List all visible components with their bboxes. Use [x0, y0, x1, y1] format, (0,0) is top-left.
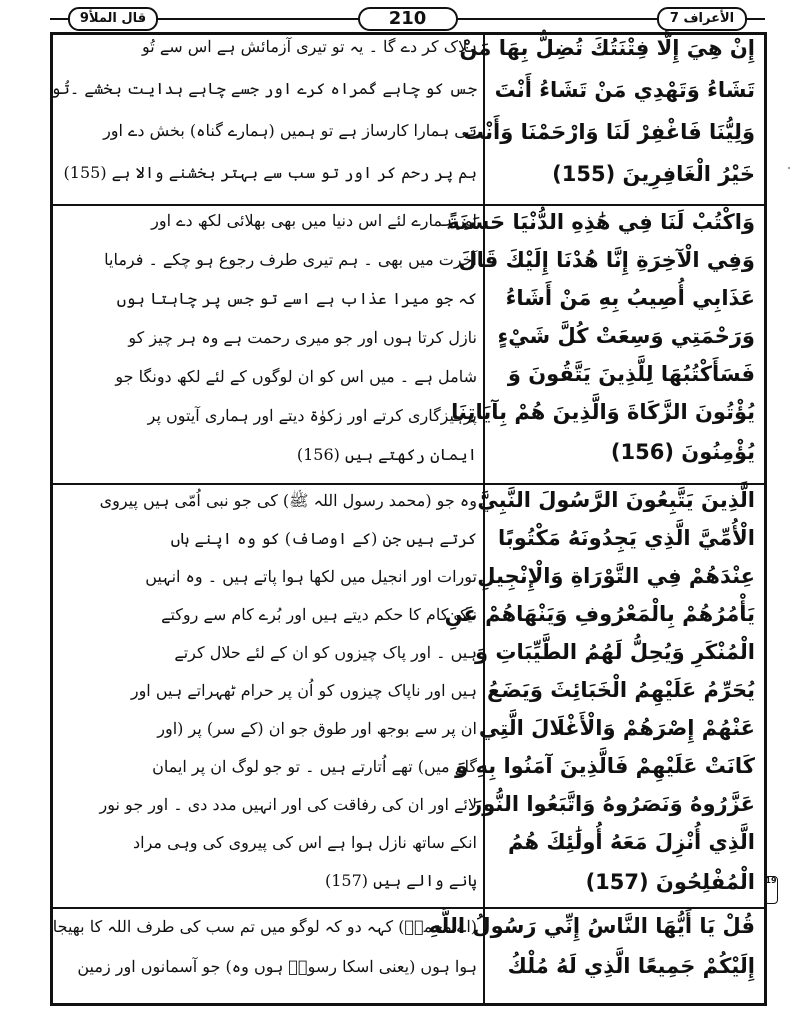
arabic-line: عِنْدَهُمْ فِي التَّوْرَاةِ وَالْإِنْجِيلِ — [477, 564, 755, 588]
translation-line: آخرت میں بھی ۔ ہم تیری طرف رجوع ہو چکے ۔ فرمایا — [104, 250, 477, 269]
translation-line: تورات اور انجیل میں لکھا ہوا پاتے ہیں ۔ وہ انہیں — [145, 567, 477, 586]
arabic-line: إِنْ هِيَ إِلَّا فِتْنَتُكَ تُضِلُّ بِهَا مَنْ — [459, 36, 755, 60]
translation-line: جس کو چاہے گمراہ کرے اور جسے چاہے ہدایت بخشے ۔تُو — [51, 79, 477, 98]
arabic-line: فَسَأَكْتُبُهَا لِلَّذِينَ يَتَّقُونَ وَ — [507, 362, 755, 386]
arabic-line: إِلَيْكُمْ جَمِيعًا الَّذِي لَهُ مُلْكُ — [507, 954, 755, 978]
arabic-line: الَّذِي أُنْزِلَ مَعَهُ أُولَٰئِكَ هُمُ — [508, 830, 755, 854]
ruku-marker: 19 — [764, 876, 778, 904]
translation-line: پرہیزگاری کرتے اور زکوٰۃ دیتے اور ہماری آیتوں پر — [147, 406, 477, 425]
translation-line: اور ہمارے لئے اس دنیا میں بھی بھلائی لکھ دے اور — [151, 211, 477, 230]
arabic-line: تَشَاءُ وَتَهْدِي مَنْ تَشَاءُ أَنْتَ — [494, 78, 755, 102]
translation-line: ہیں اور ناپاک چیزوں کو اُن پر حرام ٹھہراتے ہیں اور — [130, 681, 477, 700]
section-rule — [53, 204, 483, 206]
translation-line: ہم پر رحم کر اور تو سب سے بہتر بخشنے والا ہے (155) — [63, 163, 477, 182]
translation-line: نیک کام کا حکم دیتے ہیں اور بُرے کام سے روکتے — [161, 605, 477, 624]
section-rule — [485, 907, 764, 909]
page-number: 210 — [358, 7, 458, 31]
column-divider — [483, 35, 485, 1003]
translation-line: ہی ہمارا کارساز ہے تو ہمیں (ہمارے گناہ) بخش دے اور — [103, 121, 477, 140]
page-header — [50, 6, 765, 30]
arabic-line: عَزَّرُوهُ وَنَصَرُوهُ وَاتَّبَعُوا النُّورَ — [470, 792, 755, 816]
surah-label: الأعراف 7 — [657, 7, 747, 31]
section-rule — [53, 483, 483, 485]
translation-line: گلے میں) تھے اُتارتے ہیں ۔ تو جو لوگ ان پر ایمان — [152, 757, 477, 776]
section-rule — [485, 204, 764, 206]
translation-line: کہ جو میرا عذاب ہے اسے تو جس پر چاہتا ہوں — [116, 289, 477, 308]
arabic-line: يُؤْمِنُونَ (156) — [610, 440, 755, 464]
translation-line: ہلاک کر دے گا ۔ یہ تو تیری آزمائش ہے اس سے تُو — [142, 37, 477, 56]
arabic-line: يُحَرِّمُ عَلَيْهِمُ الْخَبَائِثَ وَيَضَعُ — [487, 678, 755, 702]
translation-line: وہ جو (محمد رسول اللہ ﷺ) کی جو نبی اُمّی ہیں پیروی — [99, 491, 477, 510]
section-rule — [485, 483, 764, 485]
arabic-line: قُلْ يَا أَيُّهَا النَّاسُ إِنِّي رَسُولُ اللَّهِ — [428, 914, 755, 938]
translation-line: ہوا ہوں (یعنی اسکا رسولؐ ہوں وہ) جو آسمانوں اور زمین — [77, 957, 477, 976]
translation-line: ہیں ۔ اور پاک چیزوں کو ان کے لئے حلال کرتے — [174, 643, 477, 662]
arabic-line: عَنْهُمْ إِصْرَهُمْ وَالْأَغْلَالَ الَّتِي — [478, 716, 755, 740]
translation-line: لائے اور ان کی رفاقت کی اور انہیں مدد دی ۔ اور جو نور — [99, 795, 477, 814]
translation-line: ان پر سے بوجھ اور طوق جو ان (کے سر) پر (اور — [157, 719, 477, 738]
arabic-line: يُؤْتُونَ الزَّكَاةَ وَالَّذِينَ هُمْ بِآيَاتِنَا — [451, 400, 755, 424]
translation-line: انکے ساتھ نازل ہوا ہے اس کی پیروی کی وہی مراد — [133, 833, 477, 852]
arabic-line: الْأُمِّيَّ الَّذِي يَجِدُونَهُ مَكْتُوبًا — [497, 526, 755, 550]
arabic-line: الْمُفْلِحُونَ (157) — [585, 870, 755, 894]
arabic-line: خَيْرُ الْغَافِرِينَ (155) — [552, 162, 755, 186]
arabic-line: يَأْمُرُهُمْ بِالْمَعْرُوفِ وَيَنْهَاهُمْ عَنِ — [444, 602, 755, 626]
section-rule — [53, 907, 483, 909]
arabic-line: الْمُنْكَرِ وَيُحِلُّ لَهُمُ الطَّيِّبَاتِ وَ — [474, 640, 755, 664]
arabic-line: الَّذِينَ يَتَّبِعُونَ الرَّسُولَ النَّبِيَّ — [477, 488, 755, 512]
translation-line: (اے محمدؐ) کہہ دو کہ لوگو میں تم سب کی طرف اللہ کا بھیجا — [52, 917, 477, 936]
translation-line: پانے والے ہیں (157) — [324, 871, 477, 890]
arabic-line: وَرَحْمَتِي وَسِعَتْ كُلَّ شَيْءٍ — [497, 324, 755, 348]
translation-line: ایمان رکھتے ہیں (156) — [296, 445, 477, 464]
arabic-line: وَلِيُّنَا فَاغْفِرْ لَنَا وَارْحَمْنَا وَأَنْتَ — [462, 120, 755, 144]
juz-label: قال الملأ9 — [68, 7, 158, 31]
scan-speck — [788, 167, 790, 169]
page-frame — [50, 32, 767, 1006]
arabic-line: وَاكْتُبْ لَنَا فِي هَٰذِهِ الدُّنْيَا حَسَنَةً — [447, 210, 755, 234]
translation-line: شامل ہے ۔ میں اس کو ان لوگوں کے لئے لکھ دونگا جو — [115, 367, 477, 386]
arabic-line: عَذَابِي أُصِيبُ بِهِ مَنْ أَشَاءُ — [505, 286, 755, 310]
arabic-line: وَفِي الْآخِرَةِ إِنَّا هُدْنَا إِلَيْكَ قَالَ — [458, 248, 755, 272]
translation-line: کرتے ہیں جن (کے اوصاف) کو وہ اپنے ہاں — [170, 529, 477, 548]
arabic-line: كَانَتْ عَلَيْهِمْ فَالَّذِينَ آمَنُوا بِهِ وَ — [455, 754, 755, 778]
translation-line: نازل کرتا ہوں اور جو میری رحمت ہے وہ ہر چیز کو — [128, 328, 477, 347]
